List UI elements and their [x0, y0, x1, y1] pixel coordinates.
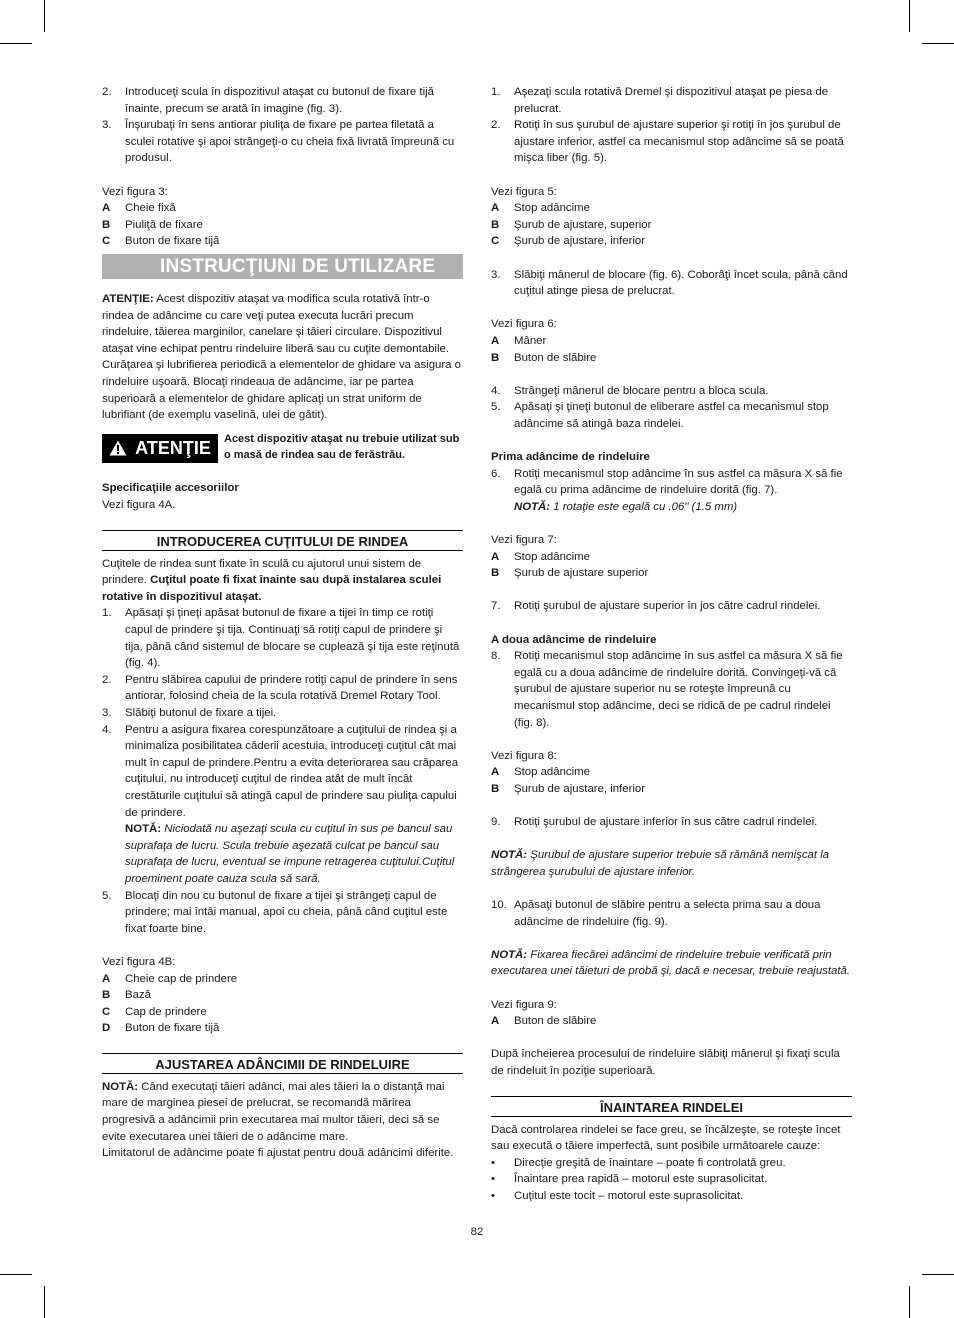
list-item: 2. Introduceţi scula în dispozitivul ataşat cu butonul de fixare tijă înainte, precum se arată în imagine (fig. 3).	[102, 86, 434, 115]
legend-item: B Bază	[102, 989, 151, 1002]
list-item: 10. Apăsaţi butonul de slăbire pentru a selecta prima sau a doua adâncime de rindeluire (fig. 9).	[491, 899, 821, 928]
crop-mark	[909, 1286, 910, 1318]
note-paragraph: NOTĂ: Fixarea fiecărei adâncimi de rindeluire trebuie verificată prin executarea unei tăieturi de probă şi, dacă e necesar, trebuie reajustată.	[491, 948, 851, 978]
crop-mark	[922, 1274, 954, 1275]
legend-item: B Şurub de ajustare superior	[491, 567, 649, 580]
section-banner: INSTRUCŢIUNI DE UTILIZARE	[102, 254, 463, 279]
paragraph: După încheierea procesului de rindeluire slăbiţi mânerul şi fixaţi scula de rindeluit în poziţie superioară.	[491, 1048, 840, 1078]
legend-item: A Buton de slăbire	[491, 1015, 597, 1028]
paragraph: Dacă controlarea rindelei se face greu, se încălzeşte, se roteşte încet sau execută o tăiere imperfectă, sunt posibile următoarele cauze:	[491, 1123, 841, 1153]
subheading: A doua adâncime de rindeluire	[491, 633, 657, 646]
list-item: • Înaintare prea rapidă – motorul este suprasolicitat.	[491, 1173, 768, 1186]
page-number: 82	[470, 1226, 484, 1238]
legend-item: B Piuliţă de fixare	[102, 218, 203, 231]
legend-item: C Cap de prindere	[102, 1005, 207, 1018]
list-item: 8. Rotiţi mecanismul stop adâncime în sus astfel ca măsura X să fie egală cu a doua adâncime de rindeluire dorită. Convingeţi-vă că şurubul de ajustare superior nu se roteşte împreună cu mecanismul stop adâncime, deci se ridică de pe cadrul rindelei (fig. 8).	[491, 650, 843, 729]
attention-paragraph: ATENŢIE: Acest dispozitiv ataşat va modifica scula rotativă într-o rindea de adâncime cu care veţi putea executa lucrări precum rindeluire, tăierea marginilor, canelare şi tăieri circulare. Dispozitivul ataşat vine echipat pentru rindeluire liberă sau cu cuţite demontabile. Curăţarea şi lubrifierea periodică a elementelor de ghidare va asigura o rindeluire uşoară. Blocaţi rindeaua de adâncime, iar pe partea superioară a elementelor de ghidare aplicaţi un strat uniform de lubrifiant (de exemplu vaselină, ulei de gătit).	[102, 292, 462, 422]
list-item: 9. Rotiţi şurubul de ajustare inferior în sus către cadrul rindelei.	[491, 816, 818, 829]
legend-item: C Şurub de ajustare, inferior	[491, 235, 646, 248]
subheading: Prima adâncime de rindeluire	[491, 451, 650, 464]
spec-ref: Vezi figura 4A.	[102, 499, 176, 512]
list-item: 5. Apăsaţi şi ţineţi butonul de eliberare astfel ca mecanismul stop adâncime să atingă baza rindelei.	[491, 401, 829, 430]
warning-text: Acest dispozitiv ataşat nu trebuie utilizat sub o masă de rindea sau de ferăstrău.	[224, 432, 460, 462]
paragraph: Limitatorul de adâncime poate fi ajustat pentru două adâncimi diferite.	[102, 1147, 454, 1160]
list-item: 3. Slăbiţi mânerul de blocare (fig. 6). Coborâţi încet scula, până când cuţitul atinge piesa de prelucrat.	[491, 268, 848, 298]
legend-item: A Cheie cap de prindere	[102, 972, 238, 985]
crop-mark	[44, 1286, 45, 1318]
figure-ref: Vezi figura 8:	[491, 749, 557, 762]
warning-triangle-icon	[109, 440, 127, 456]
crop-mark	[909, 0, 910, 32]
list-item: 3. Înşurubaţi în sens antiorar piuliţa de fixare pe partea filetată a sculei rotative şi apoi strângeţi-o cu cheia fixă livrată împreună cu produsul.	[102, 119, 455, 165]
figure-ref: Vezi figura 3:	[102, 185, 168, 198]
list-item: 7. Rotiţi şurubul de ajustare superior în jos către cadrul rindelei.	[491, 600, 821, 613]
legend-item: A Stop adâncime	[491, 202, 590, 215]
intro-paragraph: Cuţitele de rindea sunt fixate în sculă cu ajutorul unui sistem de prindere. Cuţitul poate fi fixat înainte sau după instalarea sculei rotative în dispozitivul ataşat.	[102, 557, 442, 603]
note-paragraph: NOTĂ: Şurubul de ajustare superior trebuie să rămână nemişcat la strângerea şurubului de ajustare inferior.	[491, 849, 830, 878]
list-item: • Direcţie greşită de înaintare – poate fi controlată greu.	[491, 1156, 786, 1169]
figure-ref: Vezi figura 9:	[491, 998, 557, 1011]
legend-item: C Buton de fixare tijă	[102, 235, 220, 248]
figure-ref: Vezi figura 6:	[491, 318, 557, 331]
section-header: INTRODUCEREA CUŢITULUI DE RINDEA	[102, 530, 463, 551]
crop-mark	[922, 43, 954, 44]
list-item: • Cuţitul este tocit – motorul este suprasolicitat.	[491, 1190, 744, 1202]
legend-item: B Buton de slăbire	[491, 351, 597, 364]
list-item: 2. Rotiţi în sus şurubul de ajustare superior şi rotiţi în jos şurubul de ajustare inferior, astfel ca mecanismul stop adâncime să se poată mişca liber (fig. 5).	[491, 119, 844, 165]
figure-ref: Vezi figura 7:	[491, 534, 557, 547]
list-item: 4. Strângeţi mânerul de blocare pentru a bloca scula.	[491, 384, 769, 397]
crop-mark	[0, 1274, 32, 1275]
legend-item: A Cheie fixă	[102, 202, 176, 215]
legend-item: D Buton de fixare tijă	[102, 1022, 220, 1035]
legend-item: B Şurub de ajustare, superior	[491, 218, 652, 231]
list-item: 3. Slăbiţi butonul de fixare a tijei.	[102, 707, 277, 719]
list-item: 1. Aşezaţi scula rotativă Dremel şi dispozitivul ataşat pe piesa de prelucrat.	[491, 86, 829, 115]
warning-block	[102, 431, 463, 464]
crop-mark	[0, 43, 32, 44]
legend-item: A Mâner	[491, 334, 547, 347]
legend-item: B Şurub de ajustare, inferior	[491, 782, 646, 795]
section-header: ÎNAINTAREA RINDELEI	[491, 1096, 852, 1117]
list-item: 1. Apăsaţi şi ţineţi apăsat butonul de fixare a tijei în timp ce rotiţi capul de prindere şi tija. Continuaţi să rotiţi capul de prindere şi tija, până când sistemul de blocare se cuplează şi tija este reţinută (fig. 4).	[102, 607, 460, 670]
legend-item: A Stop adâncime	[491, 766, 590, 779]
list-item: 5. Blocaţi din nou cu butonul de fixare a tijei şi strângeţi capul de prindere; mai întâi manual, apoi cu cheia, până când cuţitul este fixat foarte bine.	[102, 889, 448, 935]
list-item: 4. Pentru a asigura fixarea corespunzătoare a cuţitului de rindea şi a minimaliza posibilitatea căderii acestuia, introduceţi cuţitul cât mai mult în capul de prindere.Pentru a evita deteriorarea sau crăparea cuţitului, nu introduceţi cuţitul de rindea atât de mult încât crestăturile cuţitului să atingă capul de prindere sau piuliţa capului de prindere. NOTĂ: Niciodată nu aşezaţi scula cu cuţitul în sus pe bancul sau suprafaţa de lucru. Scula trebuie aşezată culcat pe bancul sau suprafaţa de lucru, eventual se impune retragerea cuţitului.Cuţitul proeminent poate cauza scula să sară.	[102, 723, 459, 885]
warning-badge: ATENŢIE	[102, 434, 218, 463]
figure-ref: Vezi figura 5:	[491, 185, 557, 198]
spec-title: Specificaţiile accesoriilor	[102, 482, 239, 495]
list-item: 2. Pentru slăbirea capului de prindere rotiţi capul de prindere în sens antiorar, folosind cheia de la scula rotativă Dremel Rotary Tool.	[102, 673, 458, 703]
figure-ref: Vezi figura 4B:	[102, 955, 176, 968]
note-paragraph: NOTĂ: Când executaţi tăieri adânci, mai ales tăieri la o distanţă mai mare de marginea piesei de prelucrat, se recomandă mărirea progresivă a adâncimii prin executarea mai multor tăieri, deci să se evite executarea unei tăieri de o adâncime mare.	[102, 1080, 445, 1143]
list-item: 6. Rotiţi mecanismul stop adâncime în sus astfel ca măsura X să fie egală cu prima adâncime de rindeluire dorită (fig. 7). NOTĂ: 1 rotaţie este egală cu .06" (1.5 mm)	[491, 467, 843, 513]
section-header: AJUSTAREA ADÂNCIMII DE RINDELUIRE	[102, 1053, 463, 1074]
legend-item: A Stop adâncime	[491, 550, 590, 563]
right-column	[491, 84, 852, 1205]
left-column	[102, 84, 463, 1162]
crop-mark	[44, 0, 45, 32]
